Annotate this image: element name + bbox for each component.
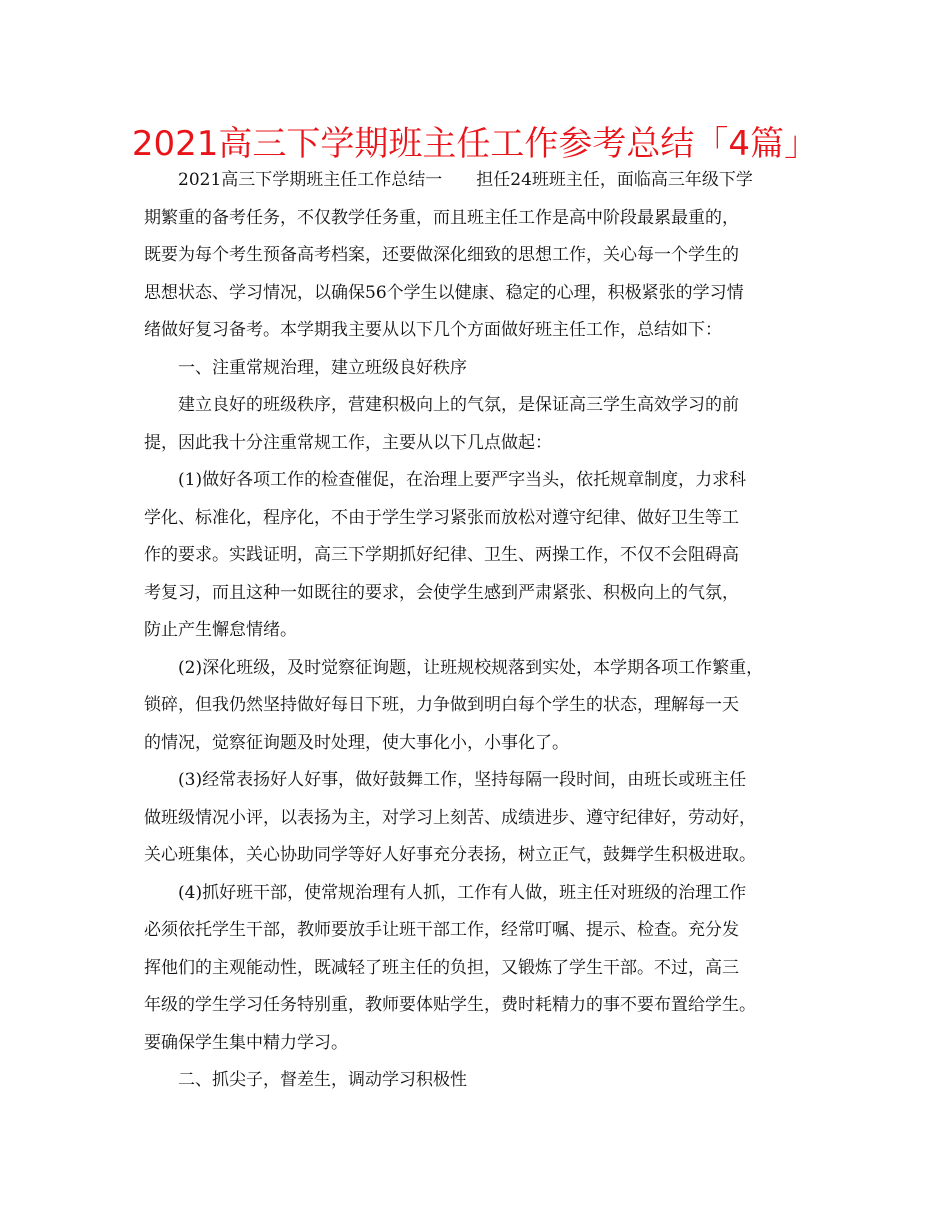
- body-line: 年级的学生学习任务特别重，教师要体贴学生，费时耗精力的事不要布置给学生。: [144, 995, 756, 1015]
- body-line: 绪做好复习备考。本学期我主要从以下几个方面做好班主任工作，总结如下：: [144, 320, 722, 340]
- body-line: 2021高三下学期班主任工作总结一 担任24班班主任，面临高三年级下学: [178, 170, 753, 190]
- document-title: 2021高三下学期班主任工作参考总结「4篇」: [131, 124, 819, 164]
- body-line: 必须依托学生干部，教师要放手让班干部工作，经常叮嘱、提示、检查。充分发: [144, 920, 739, 940]
- body-line: (2)深化班级，及时觉察征询题，让班规校规落到实处，本学期各项工作繁重，: [178, 657, 764, 678]
- body-line: 要确保学生集中精力学习。: [144, 1032, 348, 1053]
- body-line: 的情况，觉察征询题及时处理，使大事化小，小事化了。: [144, 732, 569, 753]
- body-line: (1)做好各项工作的检查催促，在治理上要严字当头，依托规章制度，力求科: [178, 470, 747, 490]
- body-line: 挥他们的主观能动性，既减轻了班主任的负担，又锻炼了学生干部。不过，高三: [144, 957, 739, 978]
- body-line: 作的要求。实践证明，高三下学期抓好纪律、卫生、两操工作，不仅不会阻碍高: [144, 545, 739, 565]
- body-line: 期繁重的备考任务，不仅教学任务重，而且班主任工作是高中阶段最累最重的，: [144, 207, 739, 228]
- body-line: 锁碎，但我仍然坚持做好每日下班，力争做到明白每个学生的状态，理解每一天: [144, 695, 739, 715]
- body-line: 建立良好的班级秩序，营建积极向上的气氛，是保证高三学生高效学习的前: [178, 395, 739, 415]
- body-line: 既要为每个考生预备高考档案，还要做深化细致的思想工作，关心每一个学生的: [144, 245, 739, 265]
- body-line: 二、抓尖子，督差生，调动学习积极性: [178, 1070, 467, 1090]
- body-line: 做班级情况小评，以表扬为主，对学习上刻苦、成绩进步、遵守纪律好，劳动好，: [144, 807, 756, 828]
- body-line: 考复习，而且这种一如既往的要求，会使学生感到严肃紧张、积极向上的气氛，: [144, 582, 739, 603]
- body-line: 关心班集体，关心协助同学等好人好事充分表扬，树立正气，鼓舞学生积极进取。: [144, 845, 756, 865]
- body-line: 防止产生懈怠情绪。: [144, 620, 297, 640]
- body-line: 提，因此我十分注重常规工作，主要从以下几点做起：: [144, 432, 552, 453]
- body-line: 学化、标准化，程序化，不由于学生学习紧张而放松对遵守纪律、做好卫生等工: [144, 507, 739, 528]
- body-line: 一、注重常规治理，建立班级良好秩序: [178, 357, 467, 378]
- body-line: 思想状态、学习情况，以确保56个学生以健康、稳定的心理，积极紧张的学习情: [144, 282, 744, 303]
- body-line: (4)抓好班干部，使常规治理有人抓，工作有人做，班主任对班级的治理工作: [178, 882, 747, 903]
- body-line: (3)经常表扬好人好事，做好鼓舞工作，坚持每隔一段时间，由班长或班主任: [178, 770, 747, 790]
- document-body: [144, 162, 814, 1100]
